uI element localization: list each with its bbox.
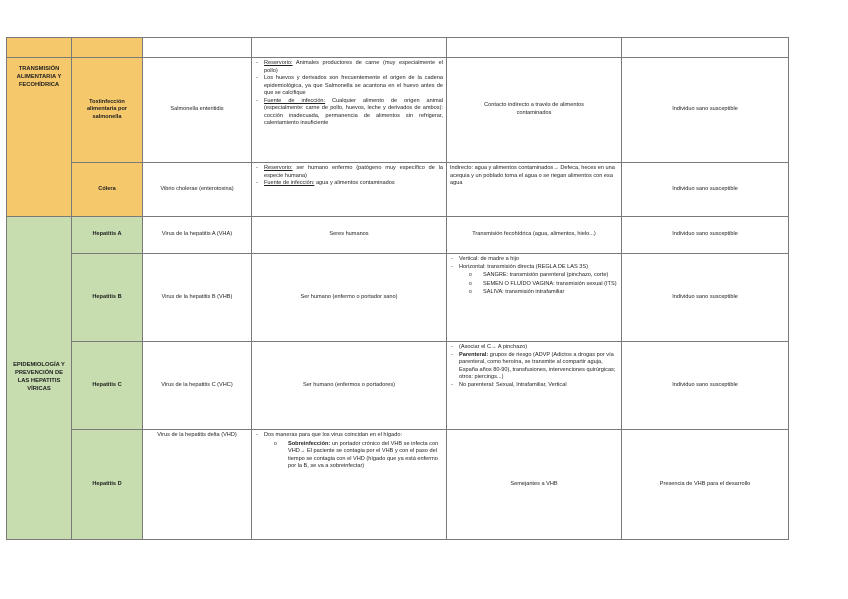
host-cell: Individuo sano susceptible: [622, 163, 789, 217]
disease-name: Hepatitis A: [72, 217, 143, 254]
host-cell: Individuo sano susceptible: [622, 254, 789, 342]
table-row: [7, 58, 789, 163]
disease-name: Cólera: [72, 163, 143, 217]
table-row: [7, 430, 789, 540]
agent-cell: Virus de la hepatitis A (VHA): [143, 217, 252, 254]
agent-cell: Virus de la hepatitis B (VHB): [143, 254, 252, 342]
reservoir-cell: - Reservorio: ser humano enfermo (patógeno muy específico de la especie humana) - Fuente de infección: agua y alimentos contaminados: [252, 163, 447, 217]
reservoir-cell: - Dos maneras para que los virus coincidan en el hígado: o Sobreinfección: un portador crónico del VHB se infecta con VHD→ El paciente se contagia por el VHB y con el paso del tiempo se contagia con el VHD (hígado que ya está enfermo por la B, se va a sobreinfectar): [252, 430, 447, 540]
table-row: [7, 254, 789, 342]
transmission-cell: Transmisión fecohídrica (agua, alimentos, hielo...): [447, 217, 622, 254]
section-label: EPIDEMIOLOGÍA Y PREVENCIÓN DE LAS HEPATITIS VÍRICAS: [7, 217, 72, 540]
transmission-cell: - (Asociar el C→ A pinchazo) - Parenteral: grupos de riesgo (ADVP (Adictos a drogas por vía parenteral, como heroína, se transmite al compartir aguja, España años 80-90), transfusiones, intervenciones quirúrgicas; otros: piercings...) - No parenteral: Sexual, Intrafamiliar, Vertical: [447, 342, 622, 430]
table-row: [7, 342, 789, 430]
transmission-cell: Contacto indirecto a través de alimentos contaminados: [447, 58, 622, 163]
host-cell: Individuo sano susceptible: [622, 342, 789, 430]
table-row: [7, 217, 789, 254]
agent-cell: Salmonella enteritidis: [143, 58, 252, 163]
agent-cell: Virus de la hepatitis delta (VHD): [143, 430, 252, 540]
table-row: [7, 38, 789, 58]
agent-cell: Virus de la hepatitis C (VHC): [143, 342, 252, 430]
disease-name: Hepatitis D: [72, 430, 143, 540]
transmission-cell: Semejantes a VHB: [447, 430, 622, 540]
reservoir-cell: Ser humano (enfermo o portador sano): [252, 254, 447, 342]
section-label: TRANSMISIÓN ALIMENTARIA Y FECOHÍDRICA: [7, 58, 72, 217]
epidemiology-table: [6, 37, 789, 540]
reservoir-cell: Seres humanos: [252, 217, 447, 254]
host-cell: Presencia de VHB para el desarrollo: [622, 430, 789, 540]
disease-name: Toxiinfección alimentaria por salmonella: [72, 58, 143, 163]
table-row: [7, 163, 789, 217]
disease-name: Hepatitis C: [72, 342, 143, 430]
reservoir-cell: - Reservorio: Animales productores de carne (muy especialmente el pollo) - Los huevos y derivados son frecuentemente el origen de la cadena epidemiológica, ya que Salmonella se acantona en el huevo antes de que se calcifique - Fuente de infección: Cualquier alimento de origen animal (especialmente: carne de pollo, huevos, leche y derivados de ambos): cocción inadecuada, permanencia de alimentos sin refrigerar, calentamiento insuficiente: [252, 58, 447, 163]
reservoir-cell: Ser humano (enfermos o portadores): [252, 342, 447, 430]
transmission-cell: Indirecto: agua y alimentos contaminados→ Defeca, heces en una acequia y un poblado toma el agua o se riegan alimentos con esa agua: [447, 163, 622, 217]
disease-name: Hepatitis B: [72, 254, 143, 342]
host-cell: Individuo sano susceptible: [622, 217, 789, 254]
agent-cell: Vibrio cholerae (enterotoxina): [143, 163, 252, 217]
transmission-cell: - Vertical: de madre a hijo - Horizontal: transmisión directa (REGLA DE LAS 3S) o SANGRE: transmisión parenteral (pinchazo, corte) o SEMEN O FLUÍDO VAGINA: transmisión sexual (ITS) o SALIVA: transmisión intrafamiliar: [447, 254, 622, 342]
host-cell: Individuo sano susceptible: [622, 58, 789, 163]
